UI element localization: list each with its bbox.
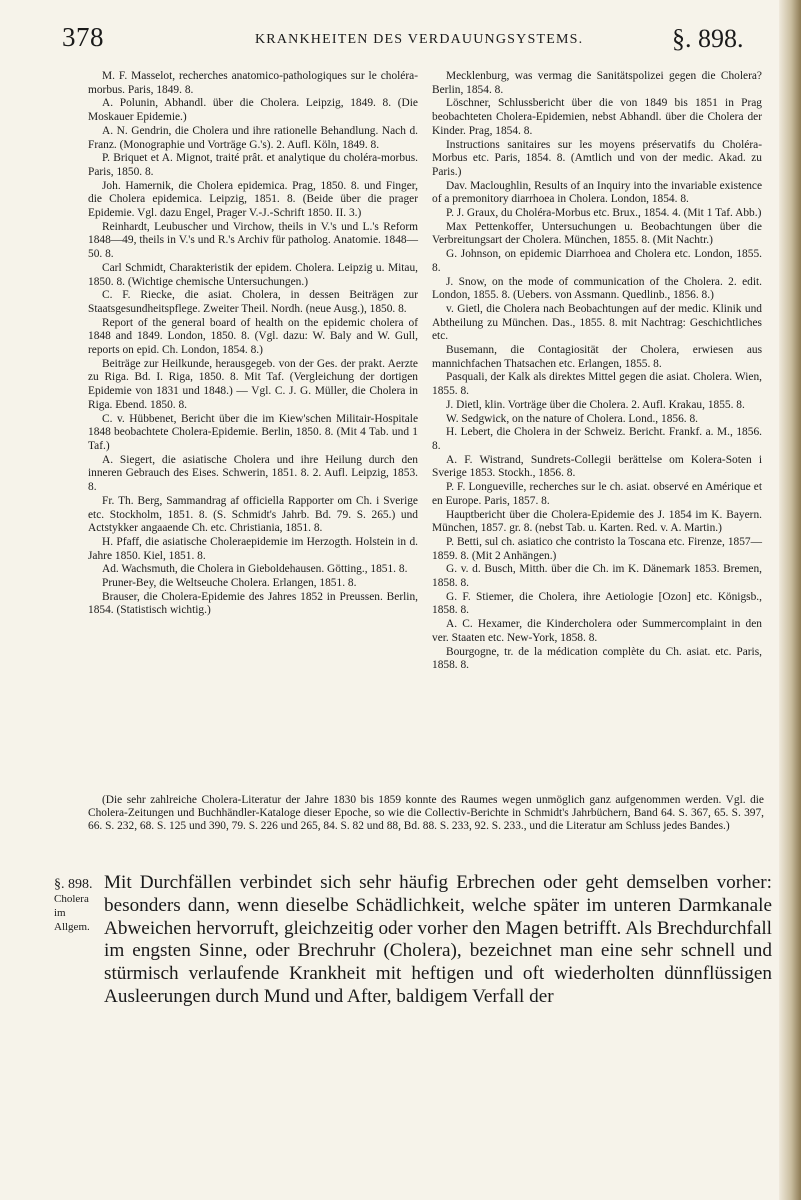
bibliography-entry: P. F. Longueville, recherches sur le ch. asiat. observé en Amérique et en Europe. Paris, 1857. 8. [432, 481, 762, 507]
bibliography-entry: Pruner-Bey, die Weltseuche Cholera. Erlangen, 1851. 8. [102, 577, 357, 590]
bibliography-entry: Mecklenburg, was vermag die Sanitätspolizei gegen die Cholera? Berlin, 1854. 8. [432, 70, 762, 96]
bibliography-entry: J. Dietl, klin. Vorträge über die Cholera. 2. Aufl. Krakau, 1855. 8. [446, 398, 745, 411]
bibliography-entry: Brauser, die Cholera-Epidemie des Jahres 1852 in Preussen. Berlin, 1854. (Statistisch wichtig.) [88, 590, 418, 617]
bibliography-entry: Fr. Th. Berg, Sammandrag af officiella Rapporter om Ch. i Sverige etc. Stockholm, 1851. 8. (S. Schmidt's Jahrb. Bd. 79. S. 265.) und Actstykker angaaende Ch. etc. Christiania, 1851. 8. [88, 494, 418, 535]
bibliography-entry: P. J. Graux, du Choléra-Morbus etc. Brux., 1854. 4. (Mit 1 Taf. Abb.) [446, 207, 762, 220]
bibliography-entry: Dav. Macloughlin, Results of an Inquiry into the invariable existence of a premonitory diarrhoea in Cholera. London, 1854. 8. [432, 179, 762, 206]
bibliography-entry: Report of the general board of health on the epidemic cholera of 1848 and 1849. London, 1850. 8. (Vgl. dazu: W. Baly and W. Gull, reports on epid. Ch. London, 1854. 8.) [88, 316, 418, 357]
bibliography-entry: G. v. d. Busch, Mitth. über die Ch. im K. Dänemark 1853. Bremen, 1858. 8. [432, 563, 762, 590]
bibliography-footnote: (Die sehr zahlreiche Cholera-Literatur der Jahre 1830 bis 1859 konnte des Raumes wegen unmöglich ganz aufgenommen werden. Vgl. die Cholera-Zeitungen und Buchhändler-Kataloge dieser Epoche, so wie die Collectiv-Berichte in Schmidt's Jahrbüchern, Band 64. S. 367, 65. S. 397, 66. S. 232, 68. S. 125 und 390, 79. S. 226 und 265, 84. S. 82 und 88, Bd. 88. S. 233, 92. S. 233., und die Literatur am Schluss jedes Bandes.) [88, 794, 764, 833]
bibliography-entry: A. F. Wistrand, Sundrets-Collegii berättelse om Kolera-Soten i Sverige 1853. Stockh., 1856. 8. [432, 453, 762, 480]
page-edge-shadow [779, 0, 801, 1200]
bibliography-entry: Beiträge zur Heilkunde, herausgegeb. von der Ges. der prakt. Aerzte zu Riga. Bd. I. Riga, 1850. 8. Mit Taf. (Vergleichung der dortigen Epidemie von 1831 und 1848.) — Vgl. C. J. G. Müller, die Cholera in Riga. Ebend. 1850. 8. [88, 357, 418, 411]
bibliography-entry: C. v. Hübbenet, Bericht über die im Kiew'schen Militair-Hospitale 1848 beobachtete Cholera-Epidemie. Berlin, 1850. 8. (Mit 4 Tab. und 1 Taf.) [88, 412, 418, 452]
bibliography-entry: G. F. Stiemer, die Cholera, ihre Aetiologie [Ozon] etc. Königsb., 1858. 8. [432, 590, 762, 617]
bibliography-entry: Löschner, Schlussbericht über die von 1849 bis 1851 in Prag beobachteten Cholera-Epidemien, nebst Abhandl. über die Cholera der Kinder. Prag, 1854. 8. [432, 97, 762, 137]
bibliography-left-column [88, 70, 418, 618]
bibliography-entry: A. N. Gendrin, die Cholera und ihre rationelle Behandlung. Nach d. Franz. (Monographie und Vorträge G.'s). 2. Aufl. Köln, 1849. 8. [88, 124, 418, 151]
page-number: 378 [62, 22, 104, 52]
bibliography-entry: W. Sedgwick, on the nature of Cholera. Lond., 1856. 8. [446, 412, 699, 425]
bibliography-entry: Bourgogne, tr. de la médication complète du Ch. asiat. etc. Paris, 1858. 8. [432, 645, 762, 672]
bibliography-entry: P. Briquet et A. Mignot, traité prât. et analytique du choléra-morbus. Paris, 1850. 8. [88, 152, 418, 178]
bibliography-entry: Pasquali, der Kalk als direktes Mittel gegen die asiat. Cholera. Wien, 1855. 8. [432, 371, 762, 398]
margin-section-number: §. 898. [54, 877, 93, 892]
bibliography-entry: H. Lebert, die Cholera in der Schweiz. Bericht. Frankf. a. M., 1856. 8. [432, 426, 762, 452]
bibliography-entry: P. Betti, sul ch. asiatico che contristo la Toscana etc. Firenze, 1857—1859. 8. (Mit 2 Anhängen.) [432, 535, 762, 562]
bibliography-entry: Reinhardt, Leubuscher und Virchow, theils in V.'s und L.'s Reform 1848—49, theils in V.'s und R.'s Archiv für patholog. Anatomie. 1848—50. 8. [88, 220, 418, 261]
bibliography-entry: G. Johnson, on epidemic Diarrhoea and Cholera etc. London, 1855. 8. [432, 248, 762, 274]
bibliography-entry: A. Polunin, Abhandl. über die Cholera. Leipzig, 1849. 8. (Die Moskauer Epidemie.) [88, 97, 418, 124]
bibliography-entry: J. Snow, on the mode of communication of the Cholera. 2. edit. London, 1855. 8. (Uebers. von Assmann. Quedlinb., 1856. 8.) [432, 275, 762, 302]
bibliography-right-column [432, 70, 762, 673]
running-head: KRANKHEITEN DES VERDAUUNGSYSTEMS. [255, 32, 584, 47]
bibliography-entry: A. Siegert, die asiatische Cholera und ihre Heilung durch den inneren Gebrauch des Eises. Schwerin, 1851. 8. 2. Aufl. Leipzig, 1853. 8. [88, 453, 418, 494]
bibliography-entry: Max Pettenkoffer, Untersuchungen u. Beobachtungen über die Verbreitungsart der Cholera. München, 1855. 8. (Mit Nachtr.) [432, 220, 762, 247]
bibliography-entry: Hauptbericht über die Cholera-Epidemie des J. 1854 im K. Bayern. München, 1857. gr. 8. (nebst Tab. u. Karten. Red. v. A. Martin.) [432, 508, 762, 535]
bibliography-entry: Busemann, die Contagiosität der Cholera, erwiesen aus mannichfachen Thatsachen etc. Erlangen, 1855. 8. [432, 344, 762, 370]
bibliography-entry: C. F. Riecke, die asiat. Cholera, in dessen Beiträgen zur Staatsgesundheitspflege. Zweiter Theil. Nordh. (neue Ausg.), 1850. 8. [88, 289, 418, 315]
bibliography-entry: H. Pfaff, die asiatische Choleraepidemie im Herzogth. Holstein in d. Jahre 1850. Kiel, 1851. 8. [88, 535, 418, 562]
section-body-text: Mit Durchfällen verbindet sich sehr häufig Erbrechen oder geht demselben vorher: besonders dann, wenn dieselbe Schädlichkeit, welche später im unteren Darmkanale Abweichen hervorruft, gleichzeitig oder vorher den Magen betrifft. Als Brechdurchfall im engsten Sinne, oder Brechruhr (Cholera), bezeichnet man eine sehr schnell und stürmisch verlaufende Krankheit mit heftigen und oft wiederholten dünnflüssigen Ausleerungen durch Mund und After, baldigem Verfall der [104, 872, 772, 1007]
section-reference: §. 898. [672, 24, 744, 53]
margin-label: Cholera im Allgem. [54, 893, 90, 933]
bibliography-entry: Instructions sanitaires sur les moyens préservatifs du Choléra-Morbus etc. Paris, 1854. 8. (Amtlich und von der medic. Akad. zu Paris.) [432, 138, 762, 178]
bibliography-entry: M. F. Masselot, recherches anatomico-pathologiques sur le choléra-morbus. Paris, 1849. 8. [88, 70, 418, 96]
bibliography-entry: Joh. Hamernik, die Cholera epidemica. Prag, 1850. 8. und Finger, die Cholera epidemica. Leipzig, 1851. 8. (Beide über die prager Epidemie. Vgl. dazu Engel, Prager V.-J.-Schrift 1850. II. 3.) [88, 179, 418, 220]
bibliography-entry: Ad. Wachsmuth, die Cholera in Gieboldehausen. Götting., 1851. 8. [102, 563, 408, 576]
bibliography-entry: A. C. Hexamer, die Kindercholera oder Summercomplaint in den ver. Staaten etc. New-York, 1858. 8. [432, 618, 762, 644]
margin-note [54, 878, 102, 934]
bibliography-entry: v. Gietl, die Cholera nach Beobachtungen auf der medic. Klinik und Abtheilung zu München. Das., 1855. 8. mit Nachtrag: Geschichtliches etc. [432, 302, 762, 343]
bibliography-entry: Carl Schmidt, Charakteristik der epidem. Cholera. Leipzig u. Mitau, 1850. 8. (Wichtige chemische Untersuchungen.) [88, 261, 418, 288]
